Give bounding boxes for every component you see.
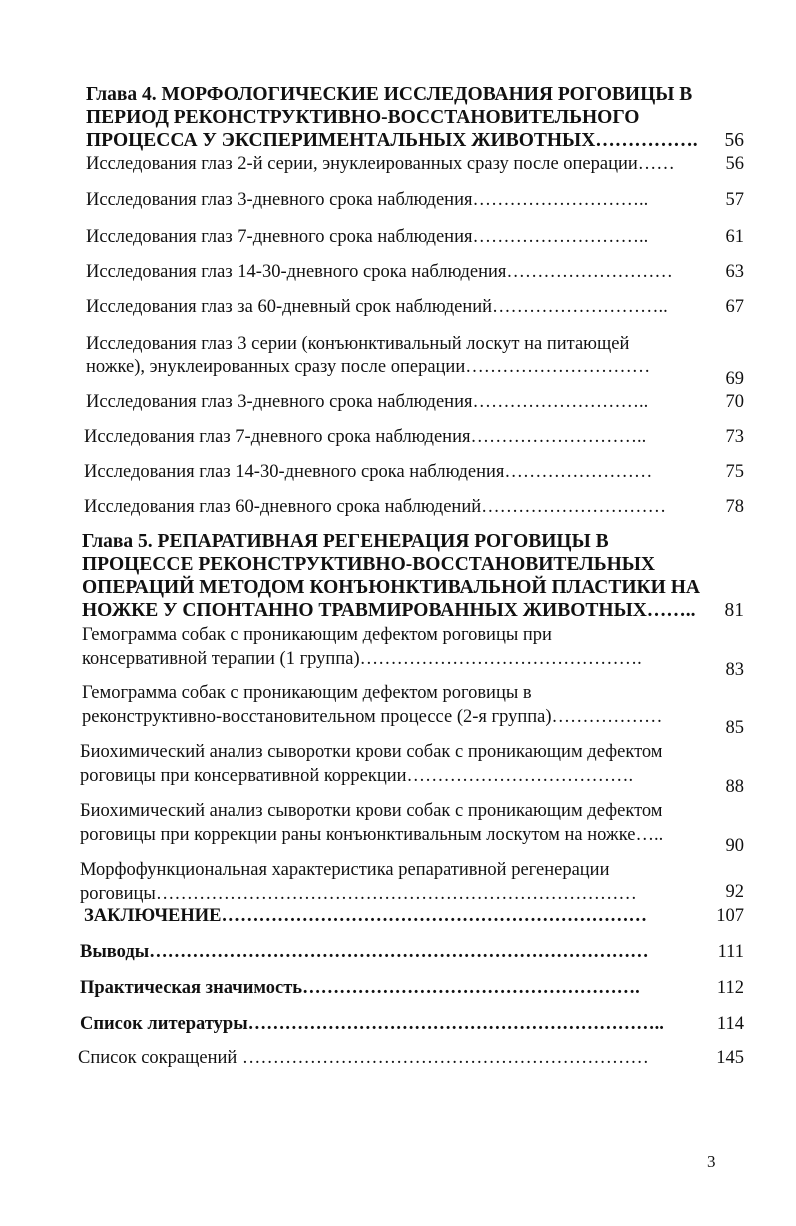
toc-item-page: 83 (725, 660, 744, 680)
toc-item-page: 63 (725, 262, 744, 282)
toc-item-title: роговицы при консервативной коррекции………………………………. (80, 766, 634, 786)
chapter-4-page: 56 (724, 130, 744, 151)
chapter-5-page: 81 (724, 600, 744, 621)
page-number: 3 (707, 1152, 716, 1171)
toc-item-title: Исследования глаз 2-й серии, энуклеированных сразу после операции…… (86, 154, 675, 174)
toc-section-page: 145 (716, 1048, 744, 1068)
toc-item-page: 92 (725, 882, 744, 902)
toc-item-title: Исследования глаз 7-дневного срока наблюдения……………………….. (84, 427, 647, 447)
toc-section-title: Список литературы………………………………………………………….. (80, 1014, 664, 1034)
toc-section-title: Список сокращений ………………………………………………………… (78, 1048, 649, 1068)
toc-item-title: Биохимический анализ сыворотки крови собак с проникающим дефектом (80, 742, 663, 762)
toc-item-title: Гемограмма собак с проникающим дефектом роговицы в (82, 683, 532, 703)
chapter-5-title-line-3: ОПЕРАЦИЙ МЕТОДОМ КОНЪЮНКТИВАЛЬНОЙ ПЛАСТИКИ НА (82, 577, 700, 598)
toc-section-page: 114 (716, 1014, 744, 1034)
toc-item-title: Исследования глаз 3-дневного срока наблюдения……………………….. (86, 392, 649, 412)
toc-item-page: 69 (725, 369, 744, 389)
toc-item-page: 75 (725, 462, 744, 482)
toc-item-page: 57 (725, 190, 744, 210)
toc-item-title: Исследования глаз за 60-дневный срок наблюдений……………………….. (86, 297, 668, 317)
toc-item-title: ножке), энуклеированных сразу после операции………………………… (86, 357, 651, 377)
toc-item-title: роговицы…………………………………………………………………… (80, 884, 637, 904)
toc-item-page: 73 (725, 427, 744, 447)
toc-section-title: Практическая значимость………………………………………………. (80, 978, 640, 998)
toc-item-page: 70 (725, 392, 744, 412)
toc-item-page: 67 (725, 297, 744, 317)
toc-section-page: 111 (717, 942, 744, 962)
chapter-4-title-line-1: Глава 4. МОРФОЛОГИЧЕСКИЕ ИССЛЕДОВАНИЯ РОГОВИЦЫ В (86, 84, 693, 105)
toc-item-page: 85 (725, 718, 744, 738)
toc-item-title: Исследования глаз 14-30-дневного срока наблюдения……………………… (86, 262, 673, 282)
toc-item-title: Исследования глаз 3-дневного срока наблюдения……………………….. (86, 190, 649, 210)
toc-item-title: роговицы при коррекции раны конъюнктивальным лоскутом на ножке….. (80, 825, 664, 845)
toc-item-title: реконструктивно-восстановительном процессе (2-я группа)……………… (82, 707, 663, 727)
toc-section-page: 112 (716, 978, 744, 998)
toc-item-page: 90 (725, 836, 744, 856)
toc-item-title: Исследования глаз 7-дневного срока наблюдения……………………….. (86, 227, 649, 247)
toc-item-title: Биохимический анализ сыворотки крови собак с проникающим дефектом (80, 801, 663, 821)
toc-item-title: Гемограмма собак с проникающим дефектом роговицы при (82, 625, 552, 645)
toc-item-page: 88 (725, 777, 744, 797)
chapter-4-title-line-2: ПЕРИОД РЕКОНСТРУКТИВНО-ВОССТАНОВИТЕЛЬНОГО (86, 107, 640, 128)
toc-item-title: Исследования глаз 3 серии (конъюнктивальный лоскут на питающей (86, 334, 630, 354)
toc-section-title: ЗАКЛЮЧЕНИЕ…………………………………………………………… (84, 906, 647, 926)
toc-item-page: 56 (725, 154, 744, 174)
toc-item-title: Исследования глаз 14-30-дневного срока наблюдения…………………… (84, 462, 653, 482)
chapter-4-title-line-3: ПРОЦЕССА У ЭКСПЕРИМЕНТАЛЬНЫХ ЖИВОТНЫХ……………. (86, 130, 698, 151)
toc-item-title: консервативной терапии (1 группа)………………………………………. (82, 649, 642, 669)
toc-item-title: Исследования глаз 60-дневного срока наблюдений………………………… (84, 497, 667, 517)
chapter-5-title-line-1: Глава 5. РЕПАРАТИВНАЯ РЕГЕНЕРАЦИЯ РОГОВИЦЫ В (82, 531, 609, 552)
chapter-5-title-line-2: ПРОЦЕССЕ РЕКОНСТРУКТИВНО-ВОССТАНОВИТЕЛЬНЫХ (82, 554, 656, 575)
toc-item-page: 78 (725, 497, 744, 517)
toc-section-title: Выводы……………………………………………………………………… (80, 942, 649, 962)
chapter-5-title-line-4: НОЖКЕ У СПОНТАННО ТРАВМИРОВАННЫХ ЖИВОТНЫХ…….. (82, 600, 696, 621)
toc-section-page: 107 (716, 906, 744, 926)
toc-item-page: 61 (725, 227, 744, 247)
toc-item-title: Морфофункциональная характеристика репаративной регенерации (80, 860, 610, 880)
